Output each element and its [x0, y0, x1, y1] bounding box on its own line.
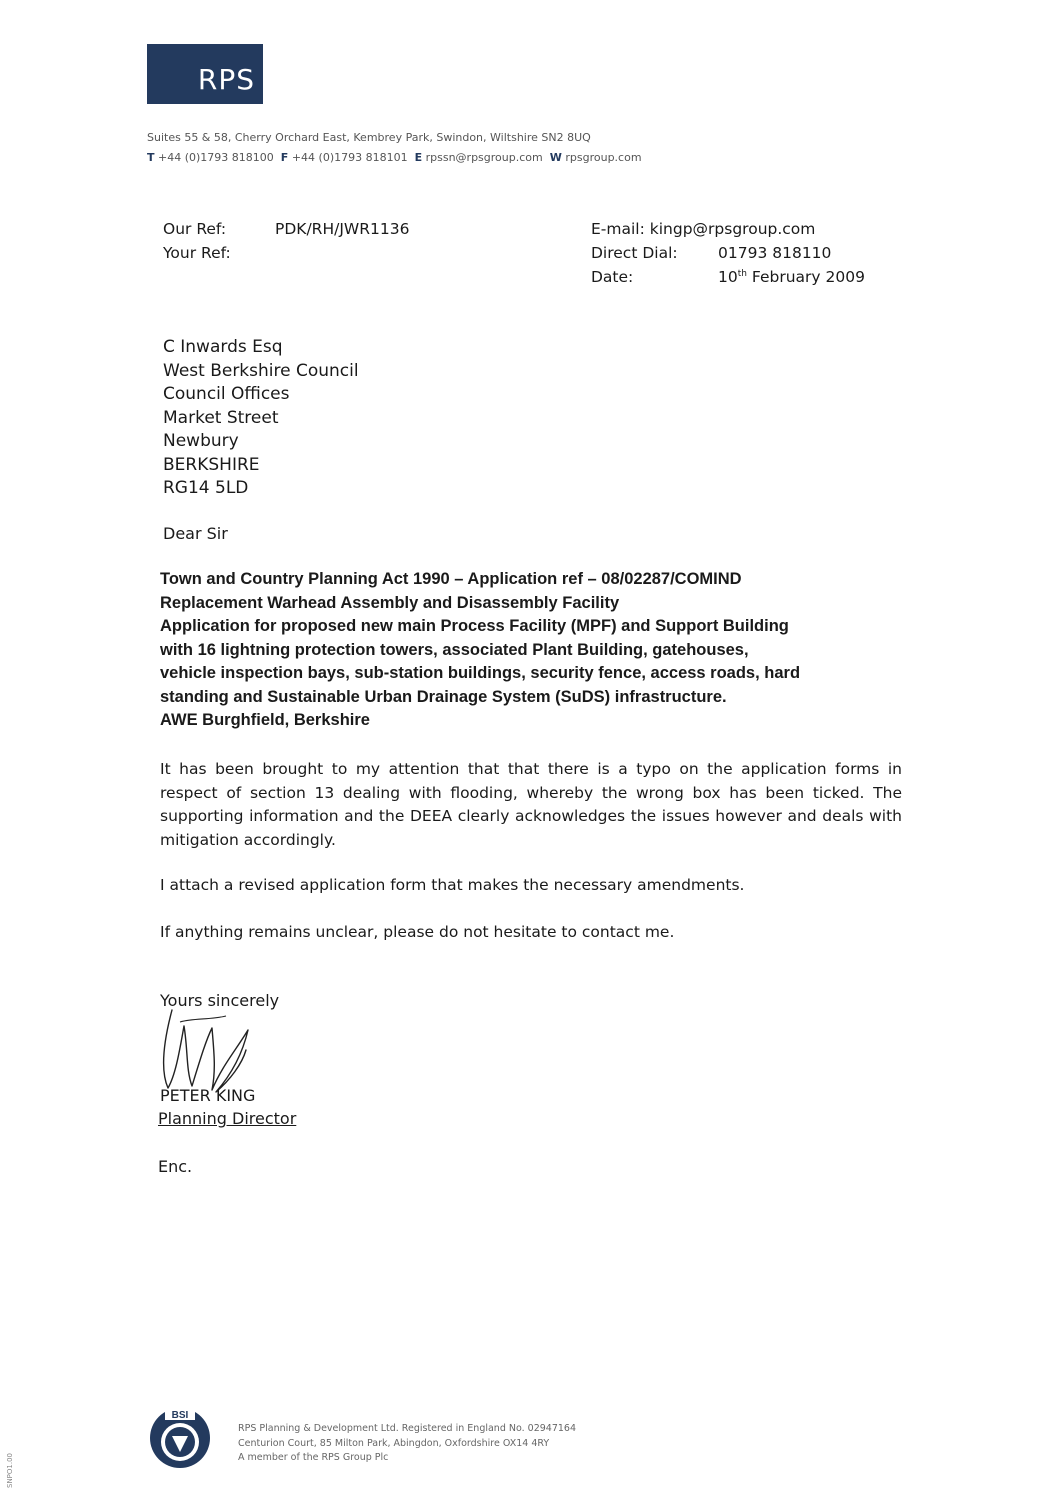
date-suffix: th [737, 268, 747, 279]
date-day: 10 [718, 268, 738, 286]
signatory-name: PETER KING [160, 1086, 256, 1105]
body-paragraph: I attach a revised application form that makes the necessary amendments. [160, 876, 745, 894]
subject-line: vehicle inspection bays, sub-station buildings, security fence, access roads, hard [160, 664, 801, 682]
recipient-line: RG14 5LD [163, 478, 249, 498]
signatory-title: Planning Director [158, 1109, 297, 1128]
date-value [718, 268, 865, 286]
email-ref-value: kingp@rpsgroup.com [649, 220, 816, 238]
header-address: Suites 55 & 58, Cherry Orchard East, Kembrey Park, Swindon, Wiltshire SN2 8UQ [147, 131, 591, 144]
recipient-line: Council Offices [163, 384, 290, 404]
logo-text: RPS [197, 63, 255, 96]
web-label: W [549, 151, 562, 164]
closing: Yours sincerely [160, 991, 280, 1010]
recipient-address [163, 336, 359, 501]
side-code: SNPO1.00 [6, 1453, 14, 1488]
our-ref-value: PDK/RH/JWR1136 [275, 220, 410, 238]
date-label: Date: [591, 268, 634, 286]
subject-block [160, 568, 900, 733]
footer-line: Centurion Court, 85 Milton Park, Abingdon, Oxfordshire OX14 4RY [238, 1437, 550, 1449]
subject-line: with 16 lightning protection towers, associated Plant Building, gatehouses, [160, 640, 749, 659]
our-ref-label: Our Ref: [163, 220, 227, 238]
recipient-line: Newbury [163, 431, 239, 451]
enclosure: Enc. [158, 1157, 193, 1176]
subject-line: Application for proposed new main Process Facility (MPF) and Support Building [160, 617, 789, 635]
email-label: E [414, 151, 423, 164]
date-rest: February 2009 [746, 268, 865, 286]
email-ref-label: E-mail: [591, 220, 645, 238]
bsi-badge-text: BSI [171, 1410, 189, 1421]
subject-line: Replacement Warhead Assembly and Disassembly Facility [160, 593, 620, 612]
web-value: rpsgroup.com [565, 151, 642, 164]
footer-text [238, 1422, 576, 1466]
your-ref-label: Your Ref: [163, 244, 231, 262]
direct-dial-label: Direct Dial: [591, 244, 678, 262]
phone-value: +44 (0)1793 818100 [158, 151, 274, 164]
rps-logo [147, 44, 263, 104]
email-value: rpssn@rpsgroup.com [425, 151, 543, 164]
fax-value: +44 (0)1793 818101 [291, 151, 408, 164]
recipient-line: BERKSHIRE [163, 454, 260, 475]
phone-label: T [147, 151, 155, 164]
body-paragraph: It has been brought to my attention that that there is a typo on the application forms in respect of section 13 dealing with flooding, whereby the wrong box has been ticked. The supporting information and the DEEA clearly acknowledges the issues however and deals with mitigation accordingly. [160, 760, 902, 849]
bsi-badge-icon [145, 1402, 215, 1472]
direct-dial-value: 01793 818110 [718, 244, 832, 262]
subject-line: standing and Sustainable Urban Drainage System (SuDS) infrastructure. [160, 687, 727, 706]
subject-line: AWE Burghfield, Berkshire [160, 711, 370, 729]
recipient-line: C Inwards Esq [163, 337, 283, 357]
header-contact [147, 151, 642, 164]
email-ref [591, 220, 815, 238]
footer-line: A member of the RPS Group Plc [238, 1452, 389, 1463]
body-paragraph: If anything remains unclear, please do not hesitate to contact me. [160, 923, 675, 941]
subject-line: Town and Country Planning Act 1990 – Application ref – 08/02287/COMIND [160, 570, 742, 588]
recipient-line: West Berkshire Council [163, 360, 359, 381]
salutation: Dear Sir [163, 524, 228, 543]
footer-line: RPS Planning & Development Ltd. Registered in England No. 02947164 [238, 1423, 577, 1434]
signature [150, 1000, 270, 1100]
fax-label: F [280, 151, 289, 164]
recipient-line: Market Street [163, 407, 279, 428]
